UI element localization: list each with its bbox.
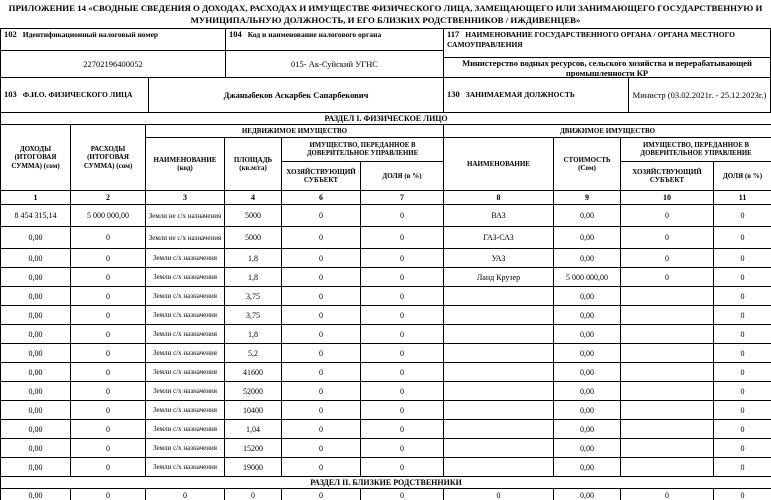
table-cell: 0,00: [1, 458, 71, 477]
table-cell: 0: [361, 489, 444, 500]
field-code-102: 102: [4, 29, 17, 39]
table-cell: 0: [282, 420, 361, 439]
field-full-name-label-text: Ф.И.О. ФИЗИЧЕСКОГО ЛИЦА: [22, 90, 133, 100]
col-header-expenses: РАСХОДЫ (ИТОГОВАЯ СУММА) (сом): [71, 125, 146, 191]
organization-value: Министерство водных ресурсов, сельского хозяйства и перерабатывающей промышленности КР: [444, 58, 770, 79]
column-number: 7: [361, 191, 444, 205]
table-cell: 0,00: [554, 205, 621, 227]
table-cell: 0,00: [554, 401, 621, 420]
table-cell: 0: [361, 287, 444, 306]
table-cell: 0,00: [1, 420, 71, 439]
table-cell: 0: [361, 458, 444, 477]
table-row: [1, 363, 771, 382]
table-cell: 0: [71, 227, 146, 249]
table-cell: 0: [282, 249, 361, 268]
table-cell: 0: [282, 439, 361, 458]
table-cell: ВАЗ: [444, 205, 554, 227]
table-cell: 0,00: [554, 306, 621, 325]
table-cell: 5,2: [225, 344, 282, 363]
table-cell: 0: [282, 382, 361, 401]
table-cell: [444, 420, 554, 439]
table-cell: 0: [714, 458, 771, 477]
table-cell: 0,00: [554, 382, 621, 401]
table-cell: 10400: [225, 401, 282, 420]
table-cell: 0: [361, 306, 444, 325]
section-1-title: РАЗДЕЛ I. ФИЗИЧЕСКОЕ ЛИЦО: [1, 113, 771, 125]
col-header-name-code: НАИМЕНОВАНИЕ (код): [146, 138, 225, 191]
table-row: [1, 325, 771, 344]
column-number: 6: [282, 191, 361, 205]
column-number: 4: [225, 191, 282, 205]
table-cell: 0: [361, 363, 444, 382]
table-cell: 8 454 315,14: [1, 205, 71, 227]
table-cell: 0: [361, 325, 444, 344]
field-tax-office-label-text: Код и наименование налогового органа: [247, 30, 382, 39]
table-cell: 0: [714, 382, 771, 401]
field-organization-label: [444, 29, 770, 58]
table-cell: 0: [621, 227, 714, 249]
table-cell: 0: [361, 401, 444, 420]
table-cell: [444, 439, 554, 458]
table-row: [1, 439, 771, 458]
field-code-117: 117: [447, 29, 460, 39]
table-row: [1, 306, 771, 325]
table-cell: 0: [225, 489, 282, 500]
field-code-103: 103: [4, 89, 17, 100]
group-header-movable: ДВИЖИМОЕ ИМУЩЕСТВО: [444, 125, 771, 138]
table-cell: 19000: [225, 458, 282, 477]
table-cell: 1,8: [225, 249, 282, 268]
table-cell: УАЗ: [444, 249, 554, 268]
table-cell: [621, 439, 714, 458]
table-row: [1, 249, 771, 268]
table-cell: 0: [361, 420, 444, 439]
table-cell: Земли с/х назначения: [146, 306, 225, 325]
table-row: [1, 227, 771, 249]
trust-header-immovable: ИМУЩЕСТВО, ПЕРЕДАННОЕ В ДОВЕРИТЕЛЬНОЕ УПРАВЛЕНИЕ: [282, 138, 444, 162]
table-cell: 0: [714, 268, 771, 287]
table-cell: 0: [621, 489, 714, 500]
table-cell: 0,00: [554, 420, 621, 439]
page-title: ПРИЛОЖЕНИЕ 14 «СВОДНЫЕ СВЕДЕНИЯ О ДОХОДАХ, РАСХОДАХ И ИМУЩЕСТВЕ ФИЗИЧЕСКОГО ЛИЦА, ЗАМЕЩАЮЩЕГО ИЛИ ЗАНИМАЮЩЕГО ГОСУДАРСТВЕННУЮ И МУНИЦИПАЛЬНУЮ ДОЛЖНОСТЬ, И ЕГО БЛИЗКИХ РОДСТВЕННИКОВ / ИЖДИВЕНЦЕВ»: [8, 3, 763, 25]
table-cell: [444, 287, 554, 306]
table-cell: 0: [71, 249, 146, 268]
table-cell: [444, 363, 554, 382]
info-right: [444, 29, 770, 112]
table-cell: 0: [621, 249, 714, 268]
table-cell: 1,8: [225, 325, 282, 344]
column-number: 2: [71, 191, 146, 205]
field-inn-label-text: Идентификационный налоговый номер: [22, 30, 159, 39]
table-cell: 0: [282, 344, 361, 363]
table-cell: Земли не с/х назначения: [146, 227, 225, 249]
col-header-share-movable: ДОЛЯ (в %): [714, 162, 771, 191]
column-numbers-row: [1, 191, 771, 205]
table-cell: Земли с/х назначения: [146, 325, 225, 344]
col-header-share-immovable: ДОЛЯ (в %): [361, 162, 444, 191]
tax-office-value: 015- Ак-Суйский УГНС: [291, 59, 378, 70]
field-code-104: 104: [229, 29, 242, 39]
table-cell: 0: [361, 227, 444, 249]
table-cell: 0,00: [1, 439, 71, 458]
table-cell: [621, 401, 714, 420]
table-cell: 0: [714, 325, 771, 344]
table-cell: 0,00: [554, 325, 621, 344]
table-cell: 0,00: [1, 489, 71, 500]
table-row: [1, 382, 771, 401]
data-rows: [1, 205, 771, 477]
table-cell: 0,00: [1, 287, 71, 306]
table-cell: 0: [146, 489, 225, 500]
table-cell: 0: [71, 287, 146, 306]
table-cell: 0,00: [554, 439, 621, 458]
table-cell: [621, 382, 714, 401]
col-header-name-movable: НАИМЕНОВАНИЕ: [444, 138, 554, 191]
table-cell: ГАЗ-САЗ: [444, 227, 554, 249]
table-cell: 0: [71, 458, 146, 477]
table-cell: Земли не с/х назначения: [146, 205, 225, 227]
table-cell: 0: [714, 401, 771, 420]
table-cell: 3,75: [225, 306, 282, 325]
table-cell: 0,00: [1, 227, 71, 249]
table-row: [1, 344, 771, 363]
table-cell: 0: [714, 420, 771, 439]
table-cell: 0: [714, 306, 771, 325]
position-value: Министр (03.02.2021г. - 25.12.2023г.): [632, 90, 767, 101]
table-cell: 0: [621, 268, 714, 287]
table-cell: [444, 306, 554, 325]
table-cell: 0: [714, 439, 771, 458]
table-cell: 0,00: [1, 325, 71, 344]
col-header-area: ПЛОЩАДЬ (кв.м/га): [225, 138, 282, 191]
table-cell: 0: [71, 420, 146, 439]
table-row: [1, 458, 771, 477]
table-cell: 0: [282, 325, 361, 344]
field-organization-label-text: НАИМЕНОВАНИЕ ГОСУДАРСТВЕННОГО ОРГАНА / ОРГАНА МЕСТНОГО САМОУПРАВЛЕНИЯ: [447, 30, 736, 49]
table-cell: 0: [71, 325, 146, 344]
table-cell: 0: [282, 227, 361, 249]
table-cell: 0: [621, 205, 714, 227]
table-cell: 0: [361, 382, 444, 401]
table-cell: 0: [282, 489, 361, 500]
table-cell: 0: [714, 344, 771, 363]
column-number: 1: [1, 191, 71, 205]
table-cell: 0,00: [554, 287, 621, 306]
table-cell: 0: [361, 205, 444, 227]
col-header-cost: СТОИМОСТЬ (Сом): [554, 138, 621, 191]
table-cell: Земли с/х назначения: [146, 420, 225, 439]
table-cell: [621, 458, 714, 477]
table-cell: 0,00: [1, 401, 71, 420]
info-left: [1, 29, 444, 112]
table-cell: 5000: [225, 227, 282, 249]
table-cell: 0,00: [554, 458, 621, 477]
info-row-position: [444, 78, 770, 112]
info-block: [0, 28, 771, 112]
col-header-income: ДОХОДЫ (ИТОГОВАЯ СУММА) (сом): [1, 125, 71, 191]
table-row: [1, 268, 771, 287]
table-cell: [444, 325, 554, 344]
table-cell: 0: [282, 401, 361, 420]
table-cell: Земли с/х назначения: [146, 344, 225, 363]
table-cell: Земли с/х назначения: [146, 249, 225, 268]
table-cell: 0: [71, 382, 146, 401]
table-cell: 0: [282, 268, 361, 287]
table-cell: 0: [71, 344, 146, 363]
field-position-label-text: ЗАНИМАЕМАЯ ДОЛЖНОСТЬ: [465, 90, 575, 100]
table-cell: 1,8: [225, 268, 282, 287]
field-position-label: [444, 78, 629, 112]
table-cell: 15200: [225, 439, 282, 458]
info-row-codes: [1, 29, 443, 51]
table-cell: 0: [361, 249, 444, 268]
table-cell: Земли с/х назначения: [146, 382, 225, 401]
table-cell: [621, 306, 714, 325]
table-cell: 0: [444, 489, 554, 500]
trust-header-movable: ИМУЩЕСТВО, ПЕРЕДАННОЕ В ДОВЕРИТЕЛЬНОЕ УПРАВЛЕНИЕ: [621, 138, 771, 162]
table-cell: Земли с/х назначения: [146, 363, 225, 382]
table-cell: Земли с/х назначения: [146, 401, 225, 420]
table-row: [1, 489, 771, 500]
field-code-130: 130: [447, 89, 460, 100]
table-cell: 0,00: [554, 227, 621, 249]
full-name-value: Джаныбеков Аскарбек Сапарбекович: [223, 90, 369, 101]
col-header-entity-movable: ХОЗЯЙСТВУЮЩИЙ СУБЪЕКТ: [621, 162, 714, 191]
table-cell: 0,00: [1, 268, 71, 287]
table-cell: 5 000 000,00: [554, 268, 621, 287]
column-number: 11: [714, 191, 771, 205]
field-inn-label: [1, 29, 226, 50]
table-cell: Земли с/х назначения: [146, 458, 225, 477]
table-cell: Земли с/х назначения: [146, 439, 225, 458]
table-cell: 0: [282, 458, 361, 477]
col-header-entity-immovable: ХОЗЯЙСТВУЮЩИЙ СУБЪЕКТ: [282, 162, 361, 191]
table-cell: 0: [71, 306, 146, 325]
table-cell: 0: [714, 489, 771, 500]
table-cell: 52000: [225, 382, 282, 401]
table-cell: Земли с/х назначения: [146, 287, 225, 306]
table-cell: 0: [71, 439, 146, 458]
field-full-name-label: [1, 78, 149, 112]
table-cell: [444, 344, 554, 363]
group-header-immovable: НЕДВИЖИМОЕ ИМУЩЕСТВО: [146, 125, 444, 138]
table-cell: 0: [71, 268, 146, 287]
table-cell: 0,00: [554, 249, 621, 268]
table-cell: 0,00: [554, 363, 621, 382]
table-cell: 0: [282, 287, 361, 306]
table-cell: [621, 420, 714, 439]
table-cell: 0,00: [554, 489, 621, 500]
table-cell: 0,00: [1, 363, 71, 382]
table-cell: 5000: [225, 205, 282, 227]
table-cell: 0: [361, 344, 444, 363]
table-cell: 0: [282, 363, 361, 382]
table-cell: Ланд Крузер: [444, 268, 554, 287]
table-cell: 0: [282, 205, 361, 227]
column-number: 9: [554, 191, 621, 205]
table-cell: [621, 325, 714, 344]
table-row: [1, 287, 771, 306]
column-number: 8: [444, 191, 554, 205]
table-cell: 0: [71, 363, 146, 382]
table-row: [1, 401, 771, 420]
table-cell: 0: [71, 489, 146, 500]
table-cell: 0,00: [1, 249, 71, 268]
table-cell: 5 000 000,00: [71, 205, 146, 227]
table-cell: Земли с/х назначения: [146, 268, 225, 287]
table-cell: [444, 401, 554, 420]
table-cell: 0: [714, 287, 771, 306]
table-cell: 0: [71, 401, 146, 420]
table-row: [1, 420, 771, 439]
table-cell: 1,04: [225, 420, 282, 439]
table-row: [1, 205, 771, 227]
table-cell: 0: [361, 268, 444, 287]
table-cell: 0,00: [554, 344, 621, 363]
table-cell: 3,75: [225, 287, 282, 306]
table-cell: [621, 363, 714, 382]
info-row-name: [1, 78, 443, 112]
table-cell: 0: [714, 227, 771, 249]
table-cell: 0: [714, 249, 771, 268]
table-cell: 0: [714, 363, 771, 382]
table-cell: 0: [714, 205, 771, 227]
table-cell: 0,00: [1, 344, 71, 363]
table-cell: [621, 344, 714, 363]
table-cell: 0,00: [1, 306, 71, 325]
table-cell: 41600: [225, 363, 282, 382]
inn-value: 22702196400052: [1, 51, 226, 78]
declaration-table: [0, 112, 771, 500]
table-cell: [444, 458, 554, 477]
field-tax-office-label: [226, 29, 443, 50]
table-cell: 0: [361, 439, 444, 458]
table-cell: [444, 382, 554, 401]
section-2-title: РАЗДЕЛ II. БЛИЗКИЕ РОДСТВЕННИКИ: [1, 477, 771, 489]
table-cell: [621, 287, 714, 306]
info-row-values: [1, 51, 443, 79]
column-number: 10: [621, 191, 714, 205]
table-cell: 0,00: [1, 382, 71, 401]
table-cell: 0: [282, 306, 361, 325]
column-number: 3: [146, 191, 225, 205]
